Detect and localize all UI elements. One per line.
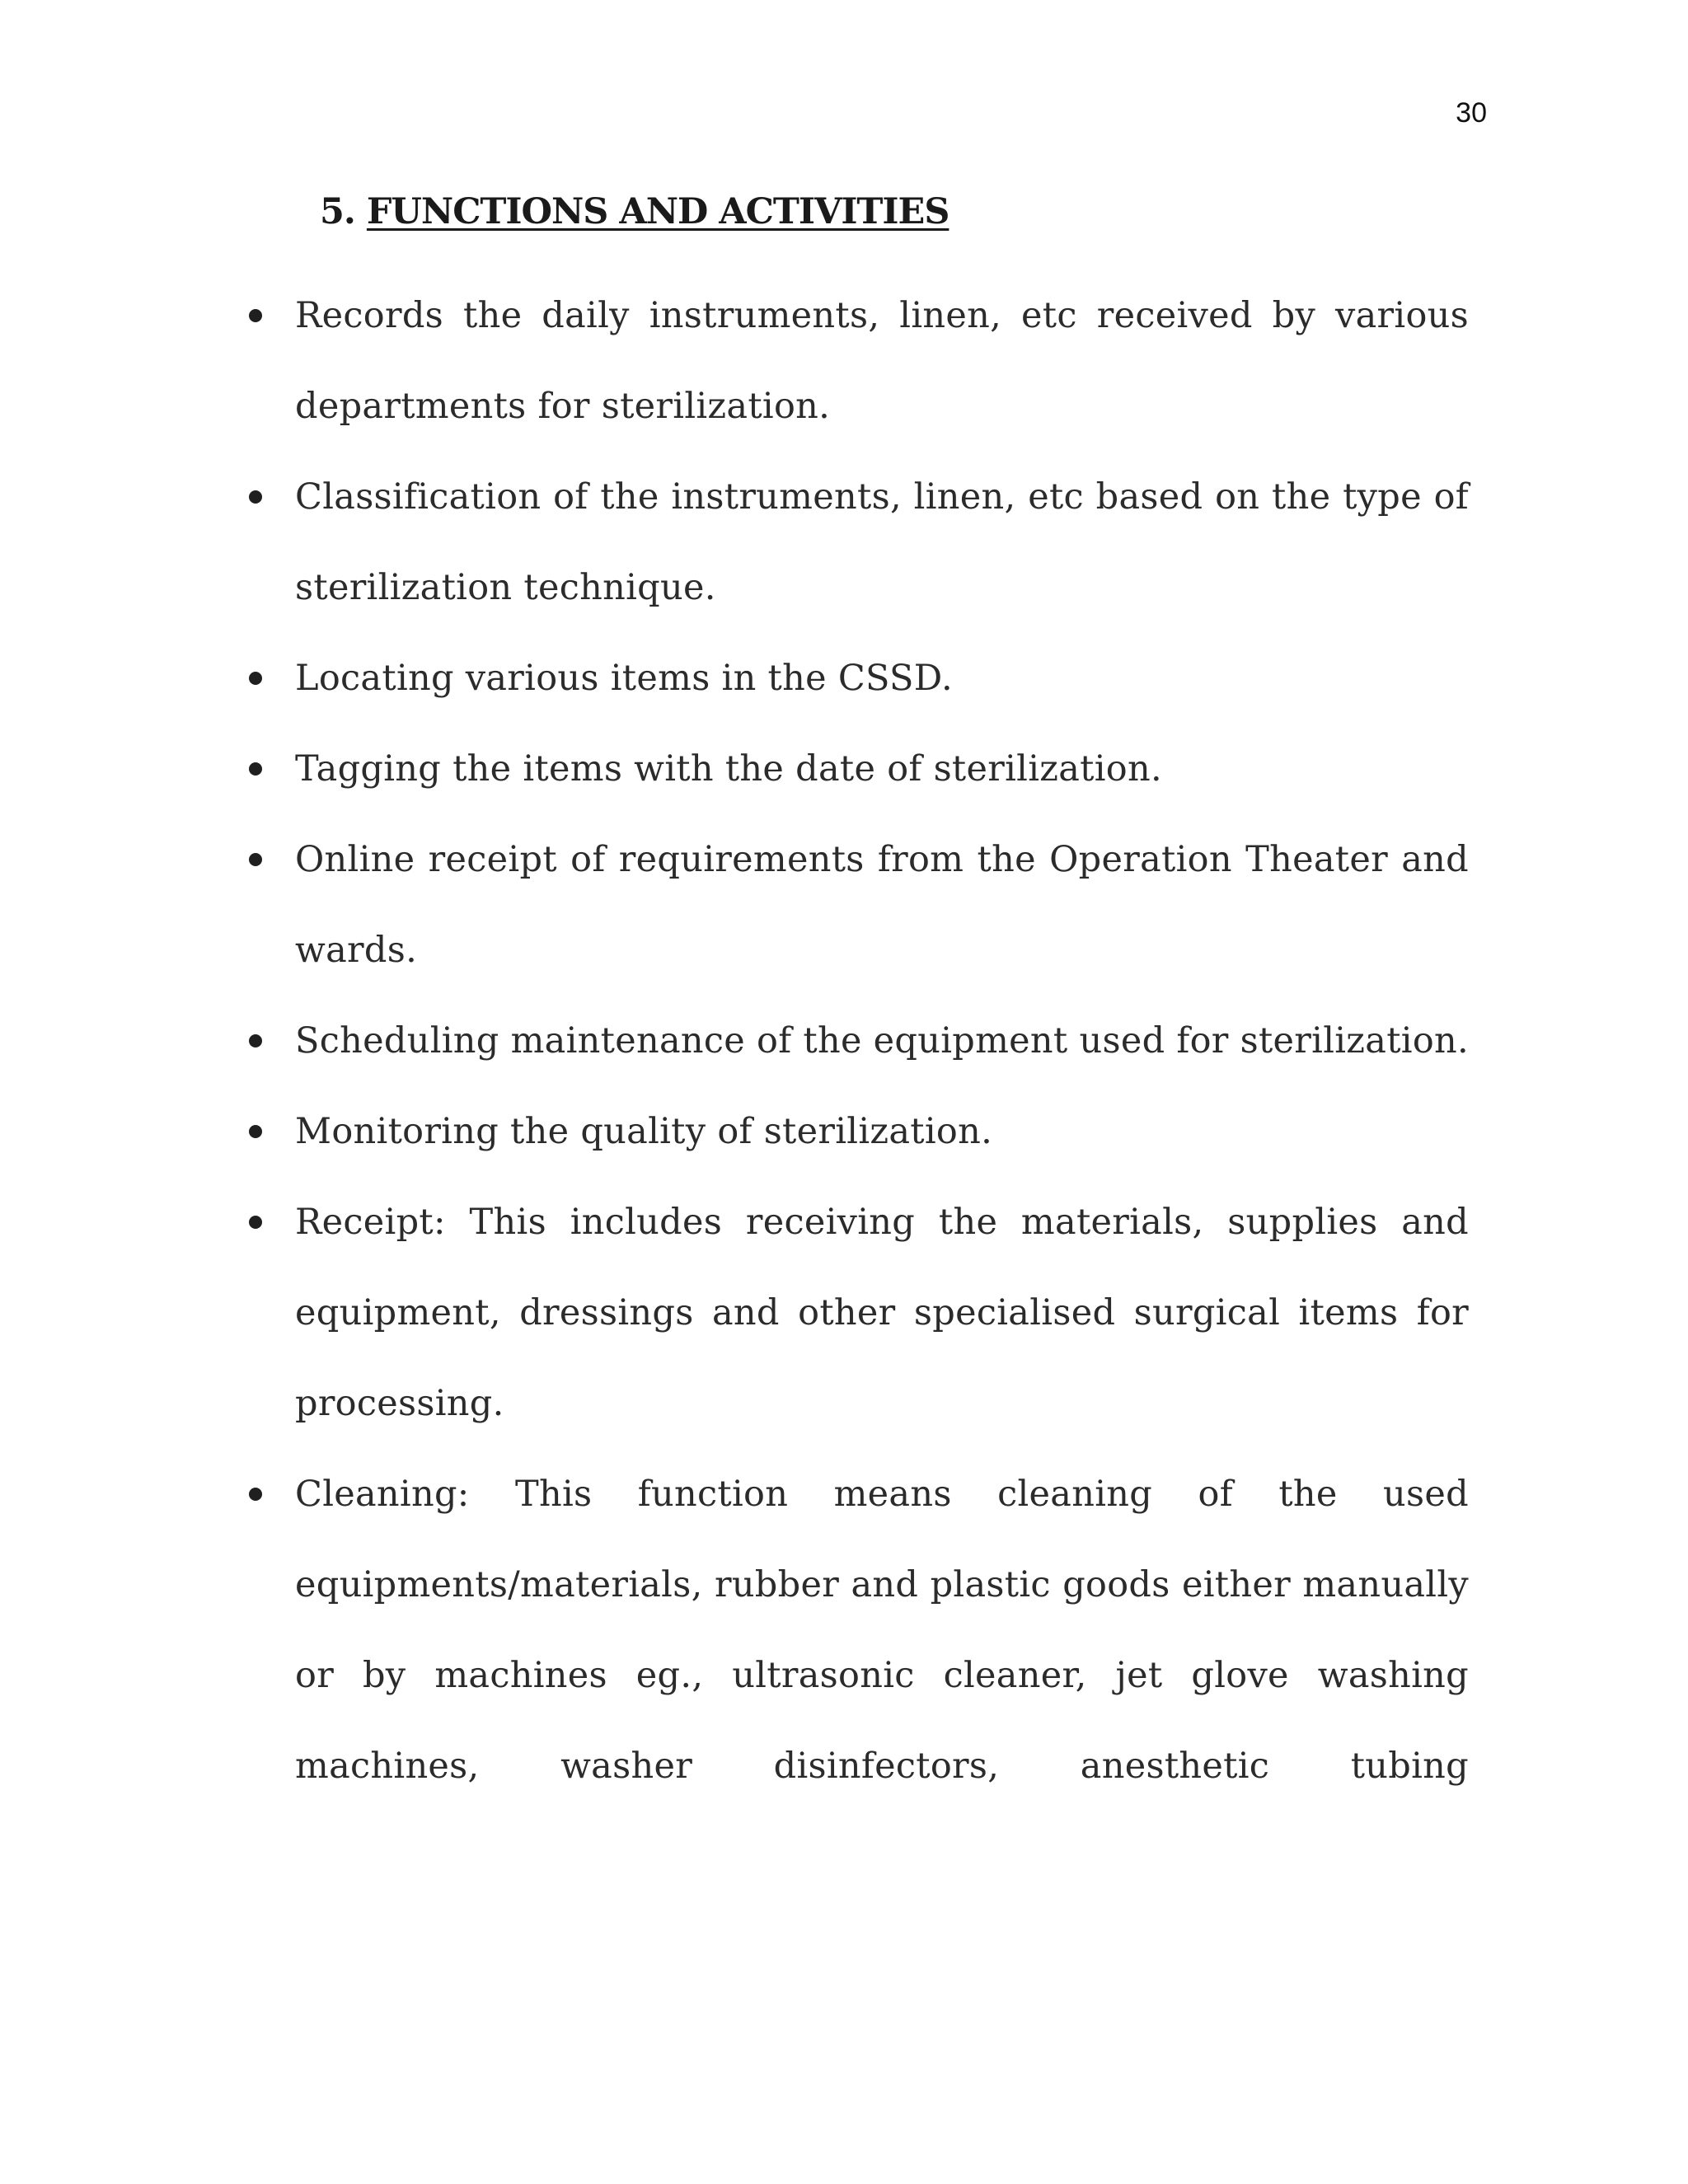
list-item-text: Receipt: This includes receiving the materials, supplies and equipment, dressings and other specialised surgical items for processing. xyxy=(295,1202,1469,1424)
bullet-icon xyxy=(249,309,262,322)
list-item-text: Records the daily instruments, linen, etc received by various departments for sterilization. xyxy=(295,295,1469,427)
list-item xyxy=(244,1449,1469,1811)
list-item xyxy=(244,270,1469,452)
section-title: FUNCTIONS AND ACTIVITIES xyxy=(366,191,950,232)
list-item-text: Cleaning: This function means cleaning of the used equipments/materials, rubber and plastic goods either manually or by machines eg., ultrasonic cleaner, jet glove washing machines, washer disinfectors, anesthetic tubing xyxy=(295,1474,1469,1787)
bullet-icon xyxy=(249,490,262,504)
bullet-icon xyxy=(249,1125,262,1138)
list-item-text: Tagging the items with the date of sterilization. xyxy=(295,748,1162,790)
list-item xyxy=(244,633,1469,724)
bullet-icon xyxy=(249,853,262,866)
list-item xyxy=(244,724,1469,814)
list-item xyxy=(244,452,1469,633)
functions-list xyxy=(244,270,1469,1811)
list-item xyxy=(244,1177,1469,1449)
bullet-icon xyxy=(249,672,262,685)
page-number: 30 xyxy=(1456,97,1487,129)
list-item xyxy=(244,1086,1469,1177)
bullet-icon xyxy=(249,1216,262,1229)
section-number: 5. xyxy=(320,191,355,232)
bullet-icon xyxy=(249,1488,262,1501)
list-item-text: Online receipt of requirements from the Operation Theater and wards. xyxy=(295,839,1469,971)
list-item-text: Locating various items in the CSSD. xyxy=(295,658,954,699)
list-item-text: Classification of the instruments, linen, etc based on the type of sterilization technique. xyxy=(295,476,1469,608)
list-item-text: Scheduling maintenance of the equipment used for sterilization. xyxy=(295,1020,1469,1062)
bullet-icon xyxy=(249,1034,262,1047)
list-item xyxy=(244,814,1469,996)
section-heading xyxy=(320,191,949,232)
list-item-text: Monitoring the quality of sterilization. xyxy=(295,1111,993,1152)
list-item xyxy=(244,996,1469,1086)
bullet-icon xyxy=(249,762,262,776)
